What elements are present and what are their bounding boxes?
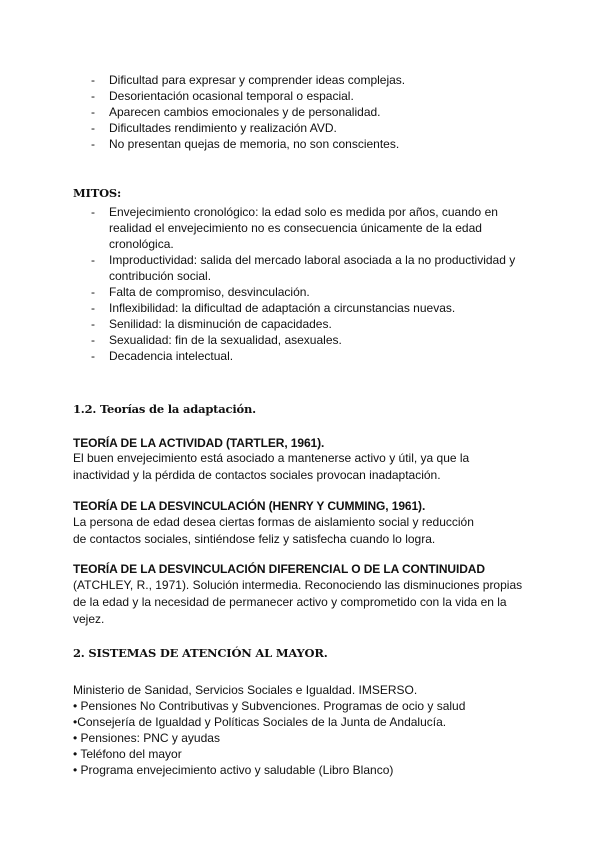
section-2-list: [73, 698, 465, 778]
section-2-heading: 2. SISTEMAS DE ATENCIÓN AL MAYOR.: [73, 646, 328, 660]
list-item: • Programa envejecimiento activo y saludable (Libro Blanco): [73, 763, 394, 777]
list-item: - Dificultades rendimiento y realización AVD.: [91, 121, 337, 135]
mitos-list: [91, 204, 519, 364]
list-item: - Sexualidad: fin de la sexualidad, asexuales.: [91, 333, 342, 347]
list-item: - Desorientación ocasional temporal o espacial.: [91, 89, 354, 103]
list-item: •Consejería de Igualdad y Políticas Sociales de la Junta de Andalucía.: [73, 715, 447, 729]
section-1-2-heading: 1.2. Teorías de la adaptación.: [73, 402, 256, 416]
list-item: • Pensiones No Contributivas y Subvenciones. Programas de ocio y salud: [73, 699, 466, 713]
section-2-intro: Ministerio de Sanidad, Servicios Sociales e Igualdad. IMSERSO.: [73, 683, 418, 697]
list-item: - Falta de compromiso, desvinculación.: [91, 285, 310, 299]
theory-disengagement-body: La persona de edad desea ciertas formas de aislamiento social y reducción de contactos sociales, sintiéndose feliz y satisfecha cuando lo logra.: [73, 515, 474, 546]
list-item: - No presentan quejas de memoria, no son conscientes.: [91, 137, 400, 151]
theory-continuity-title: TEORÍA DE LA DESVINCULACIÓN DIFERENCIAL O DE LA CONTINUIDAD: [73, 562, 485, 576]
list-item: • Pensiones: PNC y ayudas: [73, 731, 220, 745]
theory-activity-title: TEORÍA DE LA ACTIVIDAD (TARTLER, 1961).: [73, 436, 325, 450]
list-item: - Decadencia intelectual.: [91, 349, 234, 363]
list-item: • Teléfono del mayor: [73, 747, 182, 761]
theory-activity-body: El buen envejecimiento está asociado a mantenerse activo y útil, ya que la inactividad y la pérdida de contactos sociales provocan inadaptación.: [73, 451, 470, 482]
mitos-heading: MITOS:: [73, 186, 122, 200]
list-item: - Aparecen cambios emocionales y de personalidad.: [91, 105, 381, 119]
list-item: - Inflexibilidad: la dificultad de adaptación a circunstancias nuevas.: [91, 301, 456, 315]
theory-disengagement-title: TEORÍA DE LA DESVINCULACIÓN (HENRY Y CUMMING, 1961).: [73, 499, 426, 513]
list-item: - Dificultad para expresar y comprender ideas complejas.: [91, 73, 406, 87]
list-item: - Senilidad: la disminución de capacidades.: [91, 317, 332, 331]
intro-list: [91, 72, 519, 152]
list-item: - Envejecimiento cronológico: la edad solo es medida por años, cuando en realidad el envejecimiento no es consecuencia únicamente de la edad cronológica.: [91, 205, 498, 251]
list-item: - Improductividad: salida del mercado laboral asociada a la no productividad y contribución social.: [91, 253, 516, 283]
theory-continuity-body: (ATCHLEY, R., 1971). Solución intermedia. Reconociendo las disminuciones propias de la edad y la necesidad de permanecer activo y comprometido con la vida en la vejez.: [73, 578, 523, 626]
